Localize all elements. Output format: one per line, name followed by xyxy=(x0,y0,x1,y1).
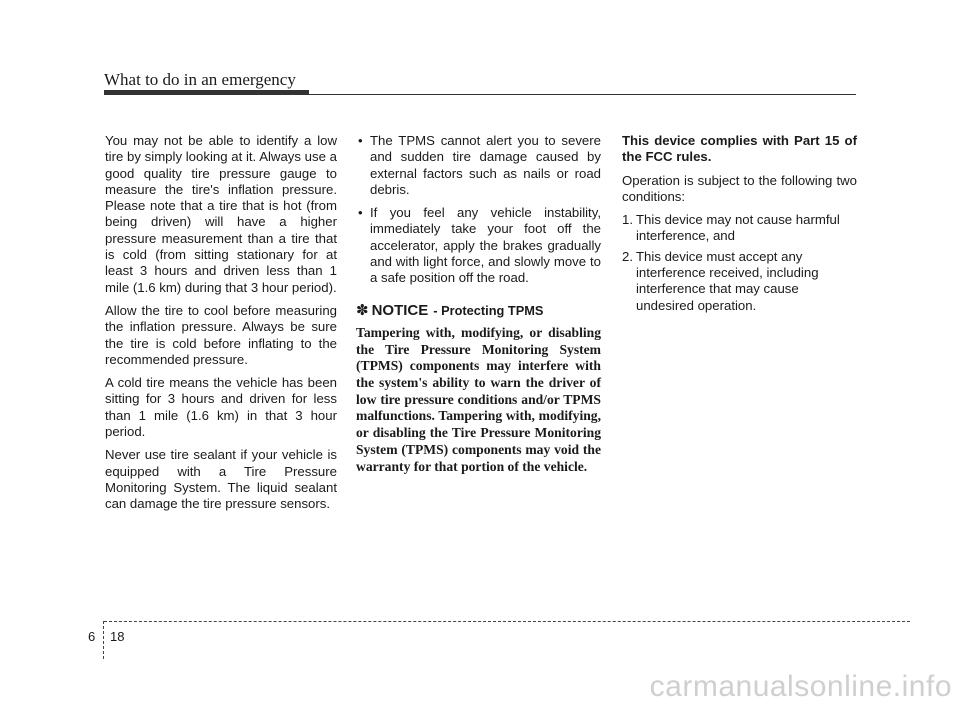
list-number: 2. xyxy=(622,248,633,264)
notice-body: Tampering with, modifying, or disabling the Tire Pressure Monitoring System (TPMS) components may interfere with the system's ability to warn the driver of low tire pressure conditions and/or TPMS malfunctions. Tampering with, modifying, or disabling the Tire Pressure Monitoring System (TPMS) components may void the warranty for that portion of the vehicle. xyxy=(356,324,601,474)
notice-subtitle: - Protecting TPMS xyxy=(433,302,544,318)
page-number: 18 xyxy=(110,629,125,644)
list-item-text: The TPMS cannot alert you to severe and sudden tire damage caused by external factors such as nails or road debris. xyxy=(370,133,601,197)
footer-divider xyxy=(103,621,104,659)
paragraph: You may not be able to identify a low tire by simply looking at it. Always use a good quality tire pressure gauge to measure the tire's inflation pressure. Please note that a tire that is hot (from being driven) will have a higher pressure measurement than a tire that is cold (from sitting stationary for at least 3 hours and driven less than 1 mile (1.6 km) during that 3 hour period). xyxy=(105,133,337,295)
list-item-text: This device may not cause harmful interference, and xyxy=(636,212,840,244)
list-item-text: If you feel any vehicle instability, immediately take your foot off the accelerator, apply the brakes gradually and with light force, and slowly move to a safe position off the road. xyxy=(370,205,601,286)
notice-heading xyxy=(356,303,601,319)
notice-label: NOTICE xyxy=(371,301,429,319)
bullet-icon: • xyxy=(358,133,363,148)
asterisk-icon: ✽ xyxy=(356,301,369,319)
paragraph: Allow the tire to cool before measuring the inflation pressure. Always be sure the tire is cold before inflating to the recommended pressure. xyxy=(105,302,337,367)
list-number: 1. xyxy=(622,212,633,228)
column-middle xyxy=(356,133,601,482)
column-right xyxy=(622,133,857,318)
list-item-text: This device must accept any interference received, including interference that may cause undesired operation. xyxy=(636,248,819,313)
list-item xyxy=(622,249,857,314)
bullet-list xyxy=(356,133,601,287)
list-item xyxy=(356,133,601,198)
header-rule xyxy=(104,94,856,95)
fcc-compliance-heading: This device complies with Part 15 of the FCC rules. xyxy=(622,133,857,165)
list-item xyxy=(622,212,857,245)
list-item xyxy=(356,205,601,286)
chapter-number: 6 xyxy=(88,629,96,644)
footer-rule xyxy=(104,621,910,622)
column-left xyxy=(105,133,337,520)
paragraph: Never use tire sealant if your vehicle is equipped with a Tire Pressure Monitoring System. The liquid sealant can damage the tire pressure sensors. xyxy=(105,447,337,512)
conditions-list xyxy=(622,212,857,314)
paragraph: A cold tire means the vehicle has been sitting for 3 hours and driven for less than 1 mile (1.6 km) in that 3 hour period. xyxy=(105,375,337,440)
paragraph: Operation is subject to the following two conditions: xyxy=(622,172,857,204)
watermark: carmanualsonline.info xyxy=(649,670,952,703)
bullet-icon: • xyxy=(358,205,363,221)
section-title: What to do in an emergency xyxy=(104,70,296,89)
